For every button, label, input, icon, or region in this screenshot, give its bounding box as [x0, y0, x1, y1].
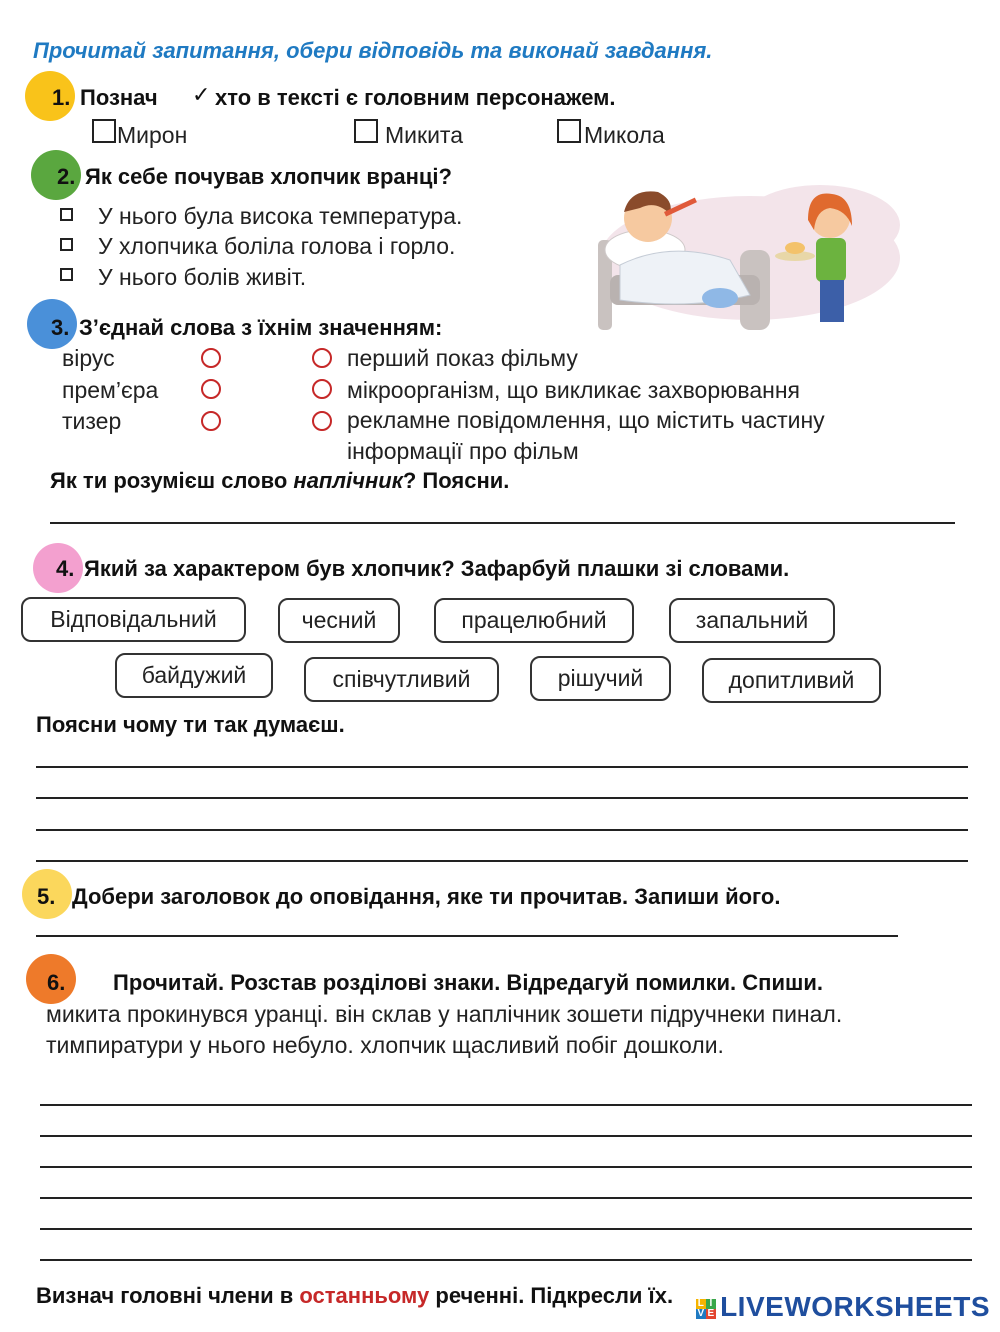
final-text: Визнач головні члени в: [36, 1283, 300, 1308]
option-label-mykyta: Микита: [385, 122, 463, 148]
live-v: V: [697, 1307, 705, 1319]
answer-checkbox-stomach[interactable]: [60, 268, 73, 281]
option-label-mykola: Микола: [584, 122, 665, 148]
option-checkbox-mykyta[interactable]: [354, 119, 378, 143]
task3-number: 3.: [51, 315, 70, 340]
copy-line-2[interactable]: [40, 1135, 972, 1137]
cup: [785, 242, 805, 254]
task5-question: Добери заголовок до оповідання, яке ти прочитав. Запиши його.: [72, 884, 781, 909]
trait-pill-responsible[interactable]: Відповідальний: [21, 597, 246, 642]
task3-followup: [50, 468, 509, 494]
trait-pill-decisive[interactable]: рішучий: [530, 656, 671, 701]
copy-line-4[interactable]: [40, 1197, 972, 1199]
answer-stomach: У нього болів живіт.: [98, 264, 307, 290]
answer-line-4[interactable]: [36, 860, 968, 862]
task4-number: 4.: [56, 556, 75, 581]
instruction-title: Прочитай запитання, обери відповідь та виконай завдання.: [33, 38, 713, 63]
copy-line-6[interactable]: [40, 1259, 972, 1261]
task1-prefix: Познач: [80, 85, 158, 110]
task4-question: Який за характером був хлопчик? Зафарбуй плашки зі словами.: [84, 556, 790, 581]
match-dot-teaser[interactable]: [201, 411, 221, 431]
followup-word: наплічник: [293, 468, 403, 493]
trait-pill-compassionate[interactable]: співчутливий: [304, 657, 499, 702]
copy-line-5[interactable]: [40, 1228, 972, 1230]
blue-sock: [702, 288, 738, 308]
copy-line-3[interactable]: [40, 1166, 972, 1168]
task1-question: хто в тексті є головним персонажем.: [215, 85, 616, 110]
live-e: E: [707, 1307, 715, 1319]
answer-fever: У нього була висока температура.: [98, 203, 463, 229]
answer-line-2[interactable]: [36, 797, 968, 799]
task6-question: Прочитай. Розстав розділові знаки. Відредагуй помилки. Спиши.: [113, 970, 823, 995]
followup-end: ? Поясни.: [402, 468, 510, 493]
meaning-premiere: перший показ фільму: [347, 345, 578, 371]
option-label-myron: Мирон: [117, 122, 188, 148]
word-virus: вірус: [62, 345, 115, 371]
task6-number: 6.: [47, 970, 66, 995]
trait-pill-honest[interactable]: чесний: [278, 598, 400, 643]
trait-pill-hardworking[interactable]: працелюбний: [434, 598, 634, 643]
checkmark-icon: ✓: [192, 82, 211, 107]
task3-question: З’єднай слова з їхнім значенням:: [79, 315, 443, 340]
option-checkbox-myron[interactable]: [92, 119, 116, 143]
girl-dress: [816, 238, 846, 282]
answer-checkbox-headache[interactable]: [60, 238, 73, 251]
meaning-virus: мікроорганізм, що викликає захворювання: [347, 377, 801, 403]
answer-checkbox-fever[interactable]: [60, 208, 73, 221]
trait-pill-indifferent[interactable]: байдужий: [115, 653, 273, 698]
match-dot-meaning-3[interactable]: [312, 411, 332, 431]
meaning-teaser-line1: рекламне повідомлення, що містить частину: [347, 407, 825, 433]
answer-headache: У хлопчика боліла голова і горло.: [98, 233, 456, 259]
task6-text-line2: тимпиратури у нього небуло. хлопчик щасливий побіг дошколи.: [46, 1032, 724, 1058]
task6-final: [36, 1283, 673, 1309]
answer-line-3[interactable]: [36, 829, 968, 831]
task4-explain: Поясни чому ти так думаєш.: [36, 712, 345, 737]
task1-number: 1.: [52, 85, 71, 110]
match-dot-meaning-2[interactable]: [312, 379, 332, 399]
match-dot-meaning-1[interactable]: [312, 348, 332, 368]
task2-question: Як себе почував хлопчик вранці?: [85, 164, 452, 189]
liveworksheets-logo: [696, 1291, 990, 1323]
copy-line-1[interactable]: [40, 1104, 972, 1106]
word-teaser: тизер: [62, 408, 122, 434]
answer-line-1[interactable]: [36, 766, 968, 768]
final-end: реченні. Підкресли їх.: [429, 1283, 674, 1308]
match-dot-premiere[interactable]: [201, 379, 221, 399]
trait-pill-hot-tempered[interactable]: запальний: [669, 598, 835, 643]
word-premiere: прем’єра: [62, 377, 159, 403]
meaning-teaser-line2: інформації про фільм: [347, 438, 579, 464]
trait-pill-curious[interactable]: допитливий: [702, 658, 881, 703]
live-i: I: [706, 1299, 716, 1309]
task5-number: 5.: [37, 884, 56, 909]
followup-text: Як ти розумієш слово: [50, 468, 294, 493]
answer-line-title[interactable]: [36, 935, 898, 937]
task6-text-line1: микита прокинувся уранці. він склав у наплічник зошети підручнеки пинал.: [46, 1001, 843, 1027]
sick-boy-illustration: [590, 180, 900, 335]
live-l: L: [697, 1297, 705, 1309]
match-dot-virus[interactable]: [201, 348, 221, 368]
final-highlight: останньому: [299, 1283, 430, 1308]
girl-pants: [820, 280, 844, 322]
option-checkbox-mykola[interactable]: [557, 119, 581, 143]
live-mark: [696, 1299, 718, 1319]
logo-text: LIVEWORKSHEETS: [720, 1291, 990, 1322]
answer-line-backpack[interactable]: [50, 522, 955, 524]
task2-number: 2.: [57, 164, 76, 189]
